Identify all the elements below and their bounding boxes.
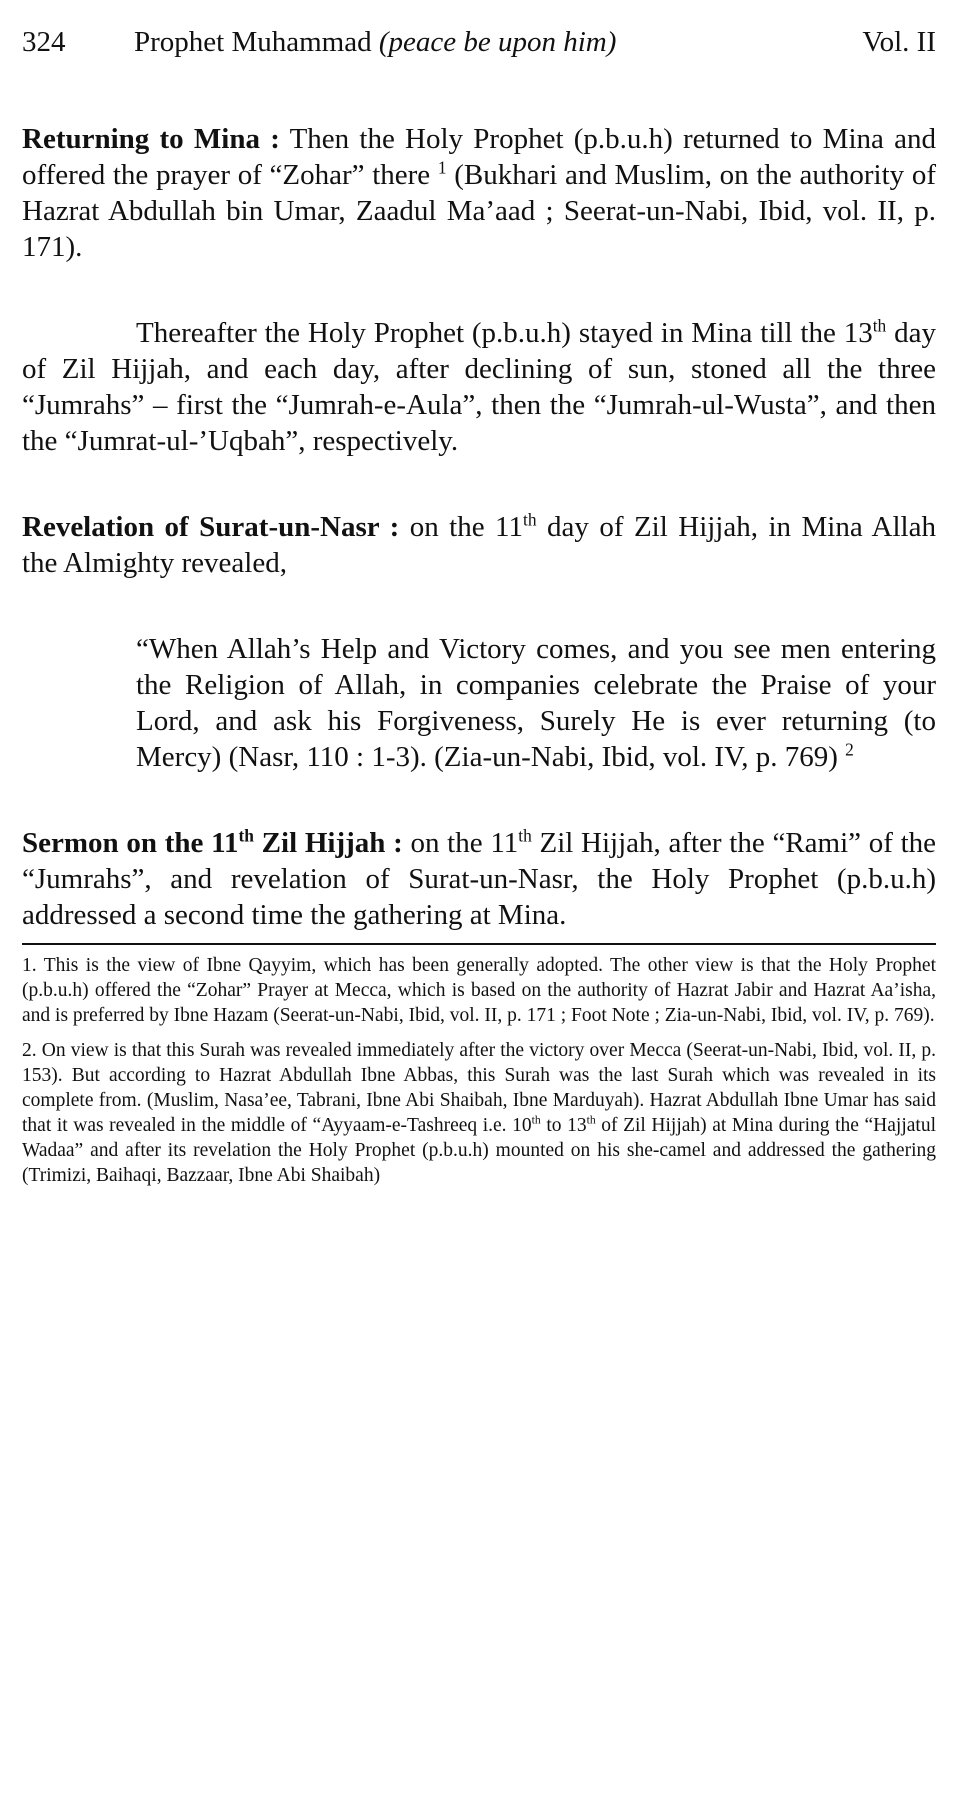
footnote-1: 1. This is the view of Ibne Qayyim, which has been generally adopted. The other view is that the Holy Prophet (p.b.u.h) offered the “Zohar” Prayer at Mecca, which is based on the authority of Hazrat Jabir and Hazrat Aa’isha, and is preferred by Ibne Hazam (Seerat-un-Nabi, Ibid, vol. II, p. 171 ; Foot Note ; Zia-un-Nabi, Ibid, vol. IV, p. 769). bbox=[22, 955, 936, 1026]
ordinal-suffix: th bbox=[238, 825, 254, 846]
paragraph-text: Then the Holy Prophet (p.b.u.h) returned to Mina and offered the prayer of “Zohar” there bbox=[22, 123, 936, 191]
paragraph-text: on the 11 bbox=[399, 511, 523, 543]
paragraph-text: Zil Hijjah, after the “Rami” of the “Jumrahs”, and revelation of Surat-un-Nasr, the Holy Prophet (p.b.u.h) addressed a second time the gathering at Mina. bbox=[22, 827, 937, 931]
paragraph-text: Thereafter the Holy Prophet (p.b.u.h) stayed in Mina till the 13 bbox=[136, 317, 873, 349]
paragraph-text: day of Zil Hijjah, in Mina Allah the Almighty revealed, bbox=[22, 511, 936, 579]
page-number: 324 bbox=[22, 26, 66, 58]
section-heading bbox=[22, 827, 403, 859]
ordinal-suffix: th bbox=[531, 1113, 541, 1127]
ordinal-suffix: th bbox=[872, 315, 887, 336]
heading-text: Zil Hijjah : bbox=[253, 827, 403, 859]
book-title-main: Prophet Muhammad bbox=[134, 26, 379, 58]
footnote-text: to 13 bbox=[540, 1115, 587, 1136]
paragraph-text: on the 11 bbox=[402, 827, 519, 859]
running-header bbox=[22, 18, 936, 66]
book-title bbox=[134, 18, 862, 66]
paragraph-sermon bbox=[22, 825, 936, 933]
paragraph-revelation bbox=[22, 509, 936, 581]
quote-text: “When Allah’s Help and Victory comes, and you see men entering the Religion of Allah, in companies celebrate the Praise of your Lord, and ask his Forgiveness, Surely He is ever returning (to Mercy) (Nasr, 110 : 1-3). (Zia-un-Nabi, Ibid, vol. IV, p. 769) bbox=[136, 633, 936, 773]
volume-label: Vol. II bbox=[862, 26, 936, 58]
ordinal-suffix: th bbox=[518, 825, 532, 846]
footnote-ref-2[interactable]: 2 bbox=[845, 739, 854, 760]
footnote-divider bbox=[22, 943, 936, 945]
footnote-2 bbox=[22, 1038, 936, 1188]
ordinal-suffix: th bbox=[586, 1113, 596, 1127]
heading-text: Sermon on the 11 bbox=[22, 827, 239, 859]
footnote-text: 2. On view is that this Surah was revealed immediately after the victory over Mecca (Seerat-un-Nabi, Ibid, vol. II, p. 153). But according to Hazrat Abdullah Ibne Abbas, this Surah was the last Surah which was revealed in its complete from. (Muslim, Nasa’ee, Tabrani, Ibne Abi Shaibah, Ibne Marduyah). Hazrat Abdullah Ibne Umar has said that it was revealed in the middle of “Ayyaam-e-Tashreeq i.e. 10 bbox=[22, 1040, 936, 1136]
book-title-honorific: (peace be upon him) bbox=[378, 26, 617, 58]
block-quote bbox=[136, 631, 936, 775]
paragraph-text: (Bukhari and Muslim, on the authority of Hazrat Abdullah bin Umar, Zaadul Ma’aad ; Seerat-un-Nabi, Ibid, vol. II, p. 171). bbox=[22, 159, 936, 263]
footnote-text: of Zil Hijjah) at Mina during the “Hajjatul Wadaa” and after its revelation the Holy Prophet (p.b.u.h) mounted on his she-camel and addressed the gathering (Trimizi, Baihaqi, Bazzaar, Ibne Abi Shaibah) bbox=[22, 1115, 936, 1186]
paragraph-stay-in-mina bbox=[22, 315, 936, 459]
ordinal-suffix: th bbox=[523, 509, 537, 530]
paragraph-returning-to-mina bbox=[22, 121, 936, 265]
section-heading: Returning to Mina : bbox=[22, 123, 280, 155]
section-heading: Revelation of Surat-un-Nasr : bbox=[22, 511, 400, 543]
footnote-ref-1[interactable]: 1 bbox=[437, 157, 447, 178]
paragraph-text: day of Zil Hijjah, and each day, after declining of sun, stoned all the three “Jumrahs” – first the “Jumrah-e-Aula”, then the “Jumrah-ul-Wusta”, and then the “Jumrat-ul-’Uqbah”, respectively. bbox=[22, 317, 936, 457]
